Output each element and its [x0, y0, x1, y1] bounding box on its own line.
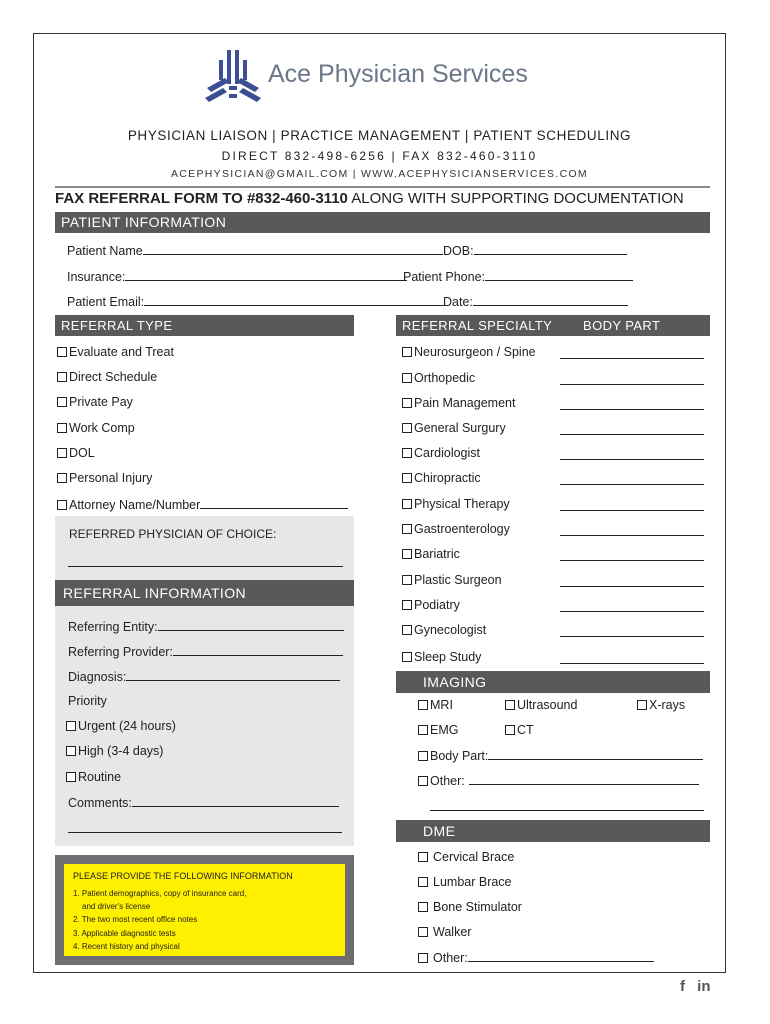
- checkbox-label: Cervical Brace: [433, 850, 515, 864]
- checkbox-box[interactable]: [418, 776, 428, 786]
- checkbox-evaluate-treat[interactable]: [57, 345, 174, 359]
- checkbox-label: EMG: [430, 723, 459, 737]
- referring-entity-field[interactable]: [68, 619, 344, 634]
- checkbox-box[interactable]: [402, 549, 412, 559]
- checkbox-box[interactable]: [57, 500, 67, 510]
- imaging-other-line-2[interactable]: [430, 799, 704, 811]
- checkbox-box[interactable]: [505, 725, 515, 735]
- checkbox-box[interactable]: [637, 700, 647, 710]
- checkbox-box[interactable]: [402, 423, 412, 433]
- comments-line[interactable]: [132, 795, 339, 807]
- checkbox-personal-injury[interactable]: [57, 471, 152, 485]
- body-part-line[interactable]: [560, 398, 704, 410]
- patient-phone-line[interactable]: [485, 269, 633, 281]
- checkbox-label: Work Comp: [69, 421, 135, 435]
- checkbox-box[interactable]: [418, 852, 428, 862]
- checkbox-label: Bone Stimulator: [433, 900, 522, 914]
- checkbox-specialty[interactable]: [402, 598, 460, 612]
- checkbox-label: Personal Injury: [69, 471, 153, 485]
- date-field[interactable]: [443, 294, 628, 309]
- checkbox-label: Lumbar Brace: [433, 875, 512, 889]
- checkbox-box[interactable]: [402, 473, 412, 483]
- checkbox-box[interactable]: [57, 448, 67, 458]
- notice-item: 1. Patient demographics, copy of insurance card,: [73, 889, 247, 898]
- referral-type-header: [55, 315, 354, 336]
- notice-item: 4. Recent history and physical: [73, 941, 180, 951]
- phone-fax-line: DIRECT 832-498-6256 | FAX 832-460-3110: [221, 149, 538, 163]
- checkbox-routine[interactable]: [66, 770, 121, 784]
- checkbox-label: Urgent (24 hours): [78, 719, 176, 733]
- checkbox-label: Other:: [430, 774, 465, 788]
- checkbox-emg[interactable]: [418, 723, 458, 737]
- patient-phone-field[interactable]: [403, 269, 633, 284]
- body-part-line[interactable]: [560, 423, 704, 435]
- checkbox-specialty[interactable]: [402, 396, 515, 410]
- checkbox-label: Evaluate and Treat: [69, 345, 174, 359]
- checkbox-box[interactable]: [66, 746, 76, 756]
- diagnosis-line[interactable]: [126, 669, 340, 681]
- attorney-line[interactable]: [200, 497, 348, 509]
- priority-label: Priority: [68, 694, 107, 708]
- date-line[interactable]: [473, 294, 628, 306]
- fax-title-rest: ALONG WITH SUPPORTING DOCUMENTATION: [347, 190, 684, 207]
- checkbox-box[interactable]: [402, 575, 412, 585]
- dob-line[interactable]: [474, 243, 627, 255]
- body-part-line[interactable]: [560, 499, 704, 511]
- checkbox-ct[interactable]: [505, 723, 534, 737]
- insurance-line[interactable]: [125, 269, 407, 281]
- imaging-other-line[interactable]: [469, 773, 699, 785]
- checkbox-box[interactable]: [57, 397, 67, 407]
- checkbox-box[interactable]: [402, 600, 412, 610]
- checkbox-high[interactable]: [66, 744, 163, 758]
- checkbox-box[interactable]: [418, 902, 428, 912]
- checkbox-dme-other[interactable]: [418, 950, 654, 965]
- checkbox-lumbar-brace[interactable]: [418, 875, 512, 889]
- checkbox-box[interactable]: [402, 448, 412, 458]
- body-part-title: BODY PART: [583, 318, 661, 333]
- dme-other-line[interactable]: [468, 950, 654, 962]
- checkbox-box[interactable]: [418, 751, 428, 761]
- patient-info-header: [55, 212, 710, 233]
- checkbox-label: Bariatric: [414, 547, 460, 561]
- checkbox-specialty[interactable]: [402, 522, 510, 536]
- fax-instruction-title: [55, 190, 684, 207]
- checkbox-label: Orthopedic: [414, 371, 476, 385]
- comments-line-2[interactable]: [68, 821, 342, 833]
- facebook-icon[interactable]: f: [680, 978, 685, 995]
- referral-specialty-header: [396, 315, 710, 336]
- checkbox-label: Neurosurgeon / Spine: [414, 345, 536, 359]
- patient-email-line[interactable]: [144, 294, 446, 306]
- checkbox-box[interactable]: [418, 725, 428, 735]
- checkbox-walker[interactable]: [418, 925, 471, 939]
- notice-list: [73, 887, 246, 953]
- body-part-line[interactable]: [560, 347, 704, 359]
- checkbox-box[interactable]: [402, 524, 412, 534]
- checkbox-label: MRI: [430, 698, 453, 712]
- referring-provider-label: Referring Provider:: [68, 645, 173, 659]
- dob-field[interactable]: [443, 243, 627, 258]
- services-tagline: PHYSICIAN LIAISON | PRACTICE MANAGEMENT | PATIENT SCHEDULING: [127, 128, 632, 143]
- referral-type-title: REFERRAL TYPE: [61, 318, 173, 333]
- checkbox-box[interactable]: [57, 473, 67, 483]
- dob-label: DOB:: [443, 244, 474, 258]
- checkbox-work-comp[interactable]: [57, 421, 135, 435]
- referral-info-title: REFERRAL INFORMATION: [63, 585, 247, 601]
- notice-item: 3. Applicable diagnostic tests: [73, 928, 176, 938]
- checkbox-label: Plastic Surgeon: [414, 573, 502, 587]
- body-part-line[interactable]: [560, 652, 704, 664]
- dme-title: DME: [423, 823, 456, 839]
- body-part-line[interactable]: [560, 600, 704, 612]
- checkbox-label: General Surgury: [414, 421, 506, 435]
- checkbox-box[interactable]: [402, 652, 412, 662]
- ace-logo-icon: [203, 48, 263, 104]
- checkbox-label: Gastroenterology: [414, 522, 510, 536]
- notice-item: and driver's license: [82, 902, 151, 912]
- physician-choice-line[interactable]: [68, 555, 343, 567]
- checkbox-urgent[interactable]: [66, 719, 176, 733]
- patient-info-title: PATIENT INFORMATION: [61, 214, 227, 230]
- notice-title: PLEASE PROVIDE THE FOLLOWING INFORMATION: [73, 871, 293, 881]
- checkbox-dol[interactable]: [57, 446, 95, 460]
- insurance-label: Insurance:: [67, 270, 126, 284]
- checkbox-box[interactable]: [402, 499, 412, 509]
- checkbox-label: Ultrasound: [517, 698, 578, 712]
- checkbox-specialty[interactable]: [402, 421, 506, 435]
- checkbox-box[interactable]: [418, 877, 428, 887]
- imaging-body-part-line[interactable]: [488, 748, 703, 760]
- patient-email-label: Patient Email:: [67, 295, 145, 309]
- checkbox-label: Podiatry: [414, 598, 460, 612]
- body-part-line[interactable]: [560, 448, 704, 460]
- imaging-header: [396, 671, 710, 693]
- fax-number-bold: FAX REFERRAL FORM TO #832-460-3110: [55, 190, 348, 207]
- checkbox-box[interactable]: [57, 372, 67, 382]
- referral-specialty-title: REFERRAL SPECIALTY: [402, 318, 553, 333]
- notice-item: 2. The two most recent office notes: [73, 915, 198, 925]
- physician-choice-label: REFERRED PHYSICIAN OF CHOICE:: [69, 527, 277, 541]
- checkbox-direct-schedule[interactable]: [57, 370, 157, 384]
- body-part-line[interactable]: [560, 473, 704, 485]
- checkbox-label: Chiropractic: [414, 471, 481, 485]
- checkbox-box[interactable]: [57, 423, 67, 433]
- checkbox-bone-stimulator[interactable]: [418, 900, 522, 914]
- checkbox-box[interactable]: [66, 721, 76, 731]
- checkbox-specialty[interactable]: [402, 650, 481, 664]
- referral-info-header: [55, 580, 354, 606]
- checkbox-box[interactable]: [57, 347, 67, 357]
- checkbox-label: Physical Therapy: [414, 497, 510, 511]
- comments-field[interactable]: [68, 795, 339, 810]
- checkbox-specialty[interactable]: [402, 345, 536, 359]
- patient-email-field[interactable]: [67, 294, 446, 309]
- referring-provider-field[interactable]: [68, 644, 343, 659]
- body-part-line[interactable]: [560, 549, 704, 561]
- patient-phone-label: Patient Phone:: [403, 270, 486, 284]
- comments-label: Comments:: [68, 796, 132, 810]
- checkbox-specialty[interactable]: [402, 573, 502, 587]
- linkedin-icon[interactable]: in: [697, 978, 711, 995]
- dme-header: [396, 820, 710, 842]
- checkbox-label: Other:: [433, 951, 468, 965]
- checkbox-specialty[interactable]: [402, 446, 480, 460]
- checkbox-mri[interactable]: [418, 698, 453, 712]
- checkbox-label: Private Pay: [69, 395, 133, 409]
- checkbox-label: CT: [517, 723, 534, 737]
- date-label: Date:: [443, 295, 473, 309]
- checkbox-attorney[interactable]: [57, 497, 348, 512]
- checkbox-label: Attorney Name/Number: [69, 498, 201, 512]
- checkbox-label: Cardiologist: [414, 446, 481, 460]
- checkbox-box[interactable]: [402, 347, 412, 357]
- social-links: [680, 978, 711, 995]
- checkbox-box[interactable]: [418, 700, 428, 710]
- checkbox-cervical-brace[interactable]: [418, 850, 514, 864]
- checkbox-label: Sleep Study: [414, 650, 482, 664]
- checkbox-specialty[interactable]: [402, 497, 510, 511]
- patient-name-field[interactable]: [67, 243, 443, 258]
- checkbox-label: Pain Management: [414, 396, 516, 410]
- checkbox-label: Walker: [433, 925, 472, 939]
- diagnosis-field[interactable]: [68, 669, 340, 684]
- diagnosis-label: Diagnosis:: [68, 670, 127, 684]
- imaging-title: IMAGING: [423, 674, 487, 690]
- body-part-line[interactable]: [560, 575, 704, 587]
- body-part-line[interactable]: [560, 373, 704, 385]
- checkbox-label: X-rays: [649, 698, 686, 712]
- patient-name-line[interactable]: [143, 243, 443, 255]
- checkbox-specialty[interactable]: [402, 623, 486, 637]
- body-part-line[interactable]: [560, 524, 704, 536]
- checkbox-specialty[interactable]: [402, 547, 460, 561]
- checkbox-specialty[interactable]: [402, 371, 475, 385]
- referring-entity-line[interactable]: [158, 619, 344, 631]
- brand-name: Ace Physician Services: [268, 60, 528, 88]
- patient-name-label: Patient Name: [67, 244, 143, 258]
- checkbox-specialty[interactable]: [402, 471, 481, 485]
- checkbox-box[interactable]: [402, 373, 412, 383]
- checkbox-private-pay[interactable]: [57, 395, 133, 409]
- checkbox-label: Body Part:: [430, 749, 489, 763]
- insurance-field[interactable]: [67, 269, 407, 284]
- checkbox-ultrasound[interactable]: [505, 698, 577, 712]
- checkbox-label: Direct Schedule: [69, 370, 158, 384]
- checkbox-box[interactable]: [402, 398, 412, 408]
- checkbox-imaging-body-part[interactable]: [418, 748, 703, 763]
- checkbox-label: Gynecologist: [414, 623, 487, 637]
- checkbox-xrays[interactable]: [637, 698, 685, 712]
- checkbox-box[interactable]: [418, 953, 428, 963]
- checkbox-box[interactable]: [66, 772, 76, 782]
- checkbox-box[interactable]: [402, 625, 412, 635]
- referring-entity-label: Referring Entity:: [68, 620, 158, 634]
- checkbox-label: High (3-4 days): [78, 744, 164, 758]
- email-website-line: ACEPHYSICIAN@GMAIL.COM | WWW.ACEPHYSICIANSERVICES.COM: [171, 168, 588, 180]
- body-part-line[interactable]: [560, 625, 704, 637]
- checkbox-label: Routine: [78, 770, 122, 784]
- referring-provider-line[interactable]: [173, 644, 343, 656]
- checkbox-box[interactable]: [505, 700, 515, 710]
- checkbox-imaging-other[interactable]: [418, 773, 699, 788]
- checkbox-label: DOL: [69, 446, 95, 460]
- checkbox-box[interactable]: [418, 927, 428, 937]
- header-divider: [55, 186, 710, 188]
